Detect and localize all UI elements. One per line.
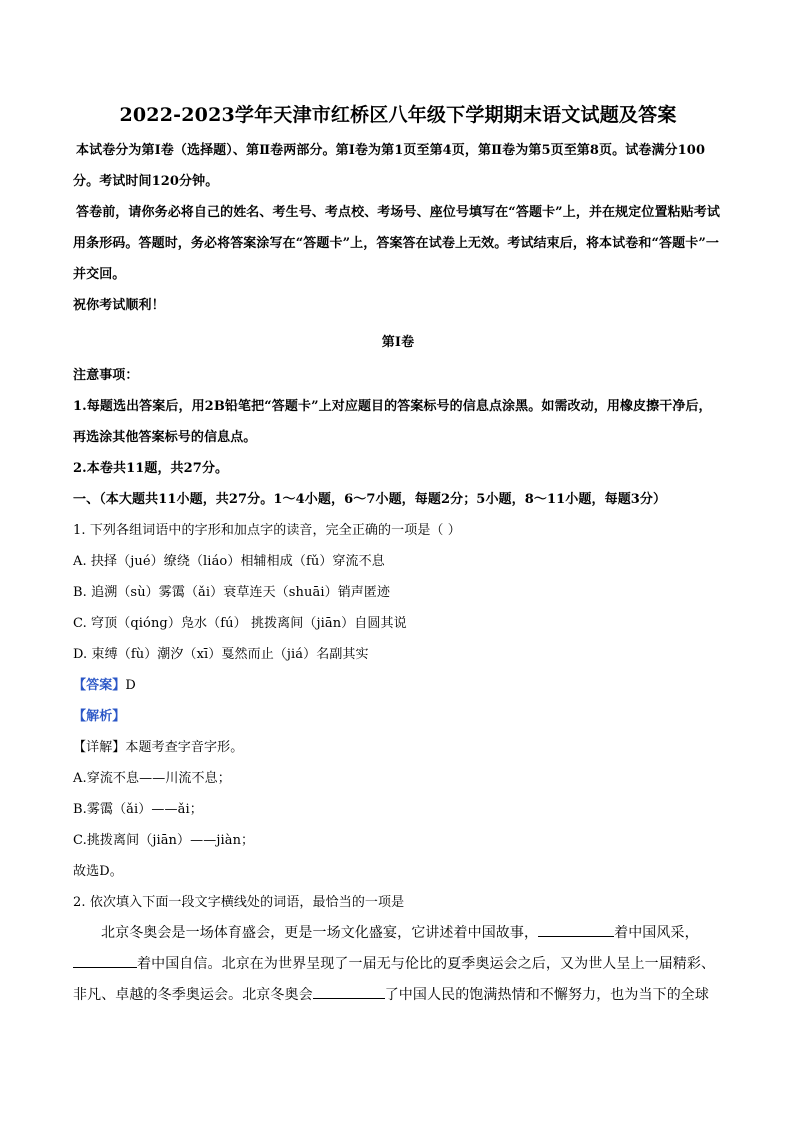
analysis-line bbox=[73, 701, 723, 732]
section-title: 第Ⅰ卷 bbox=[381, 335, 415, 350]
detail-tag: 【详解】 bbox=[73, 740, 126, 755]
document-title: 2022-2023学年天津市红桥区八年级下学期期末语文试题及答案 bbox=[119, 104, 677, 126]
fill-blank-3 bbox=[313, 982, 385, 999]
intro-paragraph-3: 祝你考试顺利！ bbox=[73, 298, 165, 313]
conclusion: 故选D。 bbox=[73, 864, 123, 879]
question-1-option-c: C. 穹顶（qióng）凫水（fú） 挑拨离间（jiān）自圆其说 bbox=[73, 616, 407, 631]
question-1-option-b: B. 追溯（sù）雾霭（ǎi）衰草连天（shuāi）销声匿迹 bbox=[73, 585, 391, 600]
part-heading: 一、（本大题共11小题，共27分。1～4小题，6～7小题，每题2分；5小题，8～11小题，每题3分） bbox=[73, 492, 667, 507]
answer-tag: 【答案】 bbox=[73, 678, 126, 693]
detail-text: 本题考查字音字形。 bbox=[125, 740, 244, 755]
notice-item-1: 1.每题选出答案后，用2B铅笔把“答题卡”上对应题目的答案标号的信息点涂黑。如需改动，用橡皮擦干净后，再选涂其他答案标号的信息点。 bbox=[73, 399, 712, 445]
question-2-stem: 2. 依次填入下面一段文字横线处的词语，最恰当的一项是 bbox=[73, 895, 405, 910]
notice-heading: 注意事项： bbox=[73, 368, 139, 383]
intro-paragraph-2: 答卷前，请你务必将自己的姓名、考生号、考点校、考场号、座位号填写在“答题卡”上，并在规定位置粘贴考试用条形码。答题时，务必将答案涂写在“答题卡”上，答案答在试卷上无效。考试结束后，将本试卷和“答题卡”一并交回。 bbox=[73, 205, 720, 282]
question-1-option-d: D. 束缚（fù）潮汐（xī）戛然而止（jiá）名副其实 bbox=[73, 647, 369, 662]
correction-c: C.挑拨离间（jiān）——jiàn； bbox=[73, 833, 255, 848]
question-2-passage: 北京冬奥会是一场体育盛会，更是一场文化盛宴，它讲述着中国故事， 着中国风采，着中国自信。北京在为世界呈现了一届无与伦比的夏季奥运会之后，又为世人呈上一届精彩、非凡、卓越的冬季奥运会。北京冬奥会 了中国人民的饱满热情和不懈努力，也为当下的全球 bbox=[73, 918, 723, 1011]
question-1-option-a: A. 抉择（jué）缭绕（liáo）相辅相成（fǔ）穿流不息 bbox=[73, 554, 385, 569]
analysis-tag: 【解析】 bbox=[73, 709, 126, 724]
question-1-stem: 1. 下列各组词语中的字形和加点字的读音，完全正确的一项是（ ） bbox=[73, 523, 461, 538]
intro-paragraph-1: 本试卷分为第Ⅰ卷（选择题）、第Ⅱ卷两部分。第Ⅰ卷为第1页至第4页，第Ⅱ卷为第5页至第8页。试卷满分100分。考试时间120分钟。 bbox=[73, 143, 706, 189]
correction-b: B.雾霭（ǎi）——ǎi； bbox=[73, 802, 203, 817]
fill-blank-2 bbox=[73, 951, 137, 968]
detail-line bbox=[73, 732, 723, 763]
document-page bbox=[73, 100, 723, 1011]
correction-a: A.穿流不息——川流不息； bbox=[73, 771, 231, 786]
answer-value: D bbox=[125, 678, 136, 693]
fill-blank-1 bbox=[538, 920, 614, 937]
answer-line bbox=[73, 670, 723, 701]
notice-item-2: 2.本卷共11题，共27分。 bbox=[73, 461, 229, 476]
